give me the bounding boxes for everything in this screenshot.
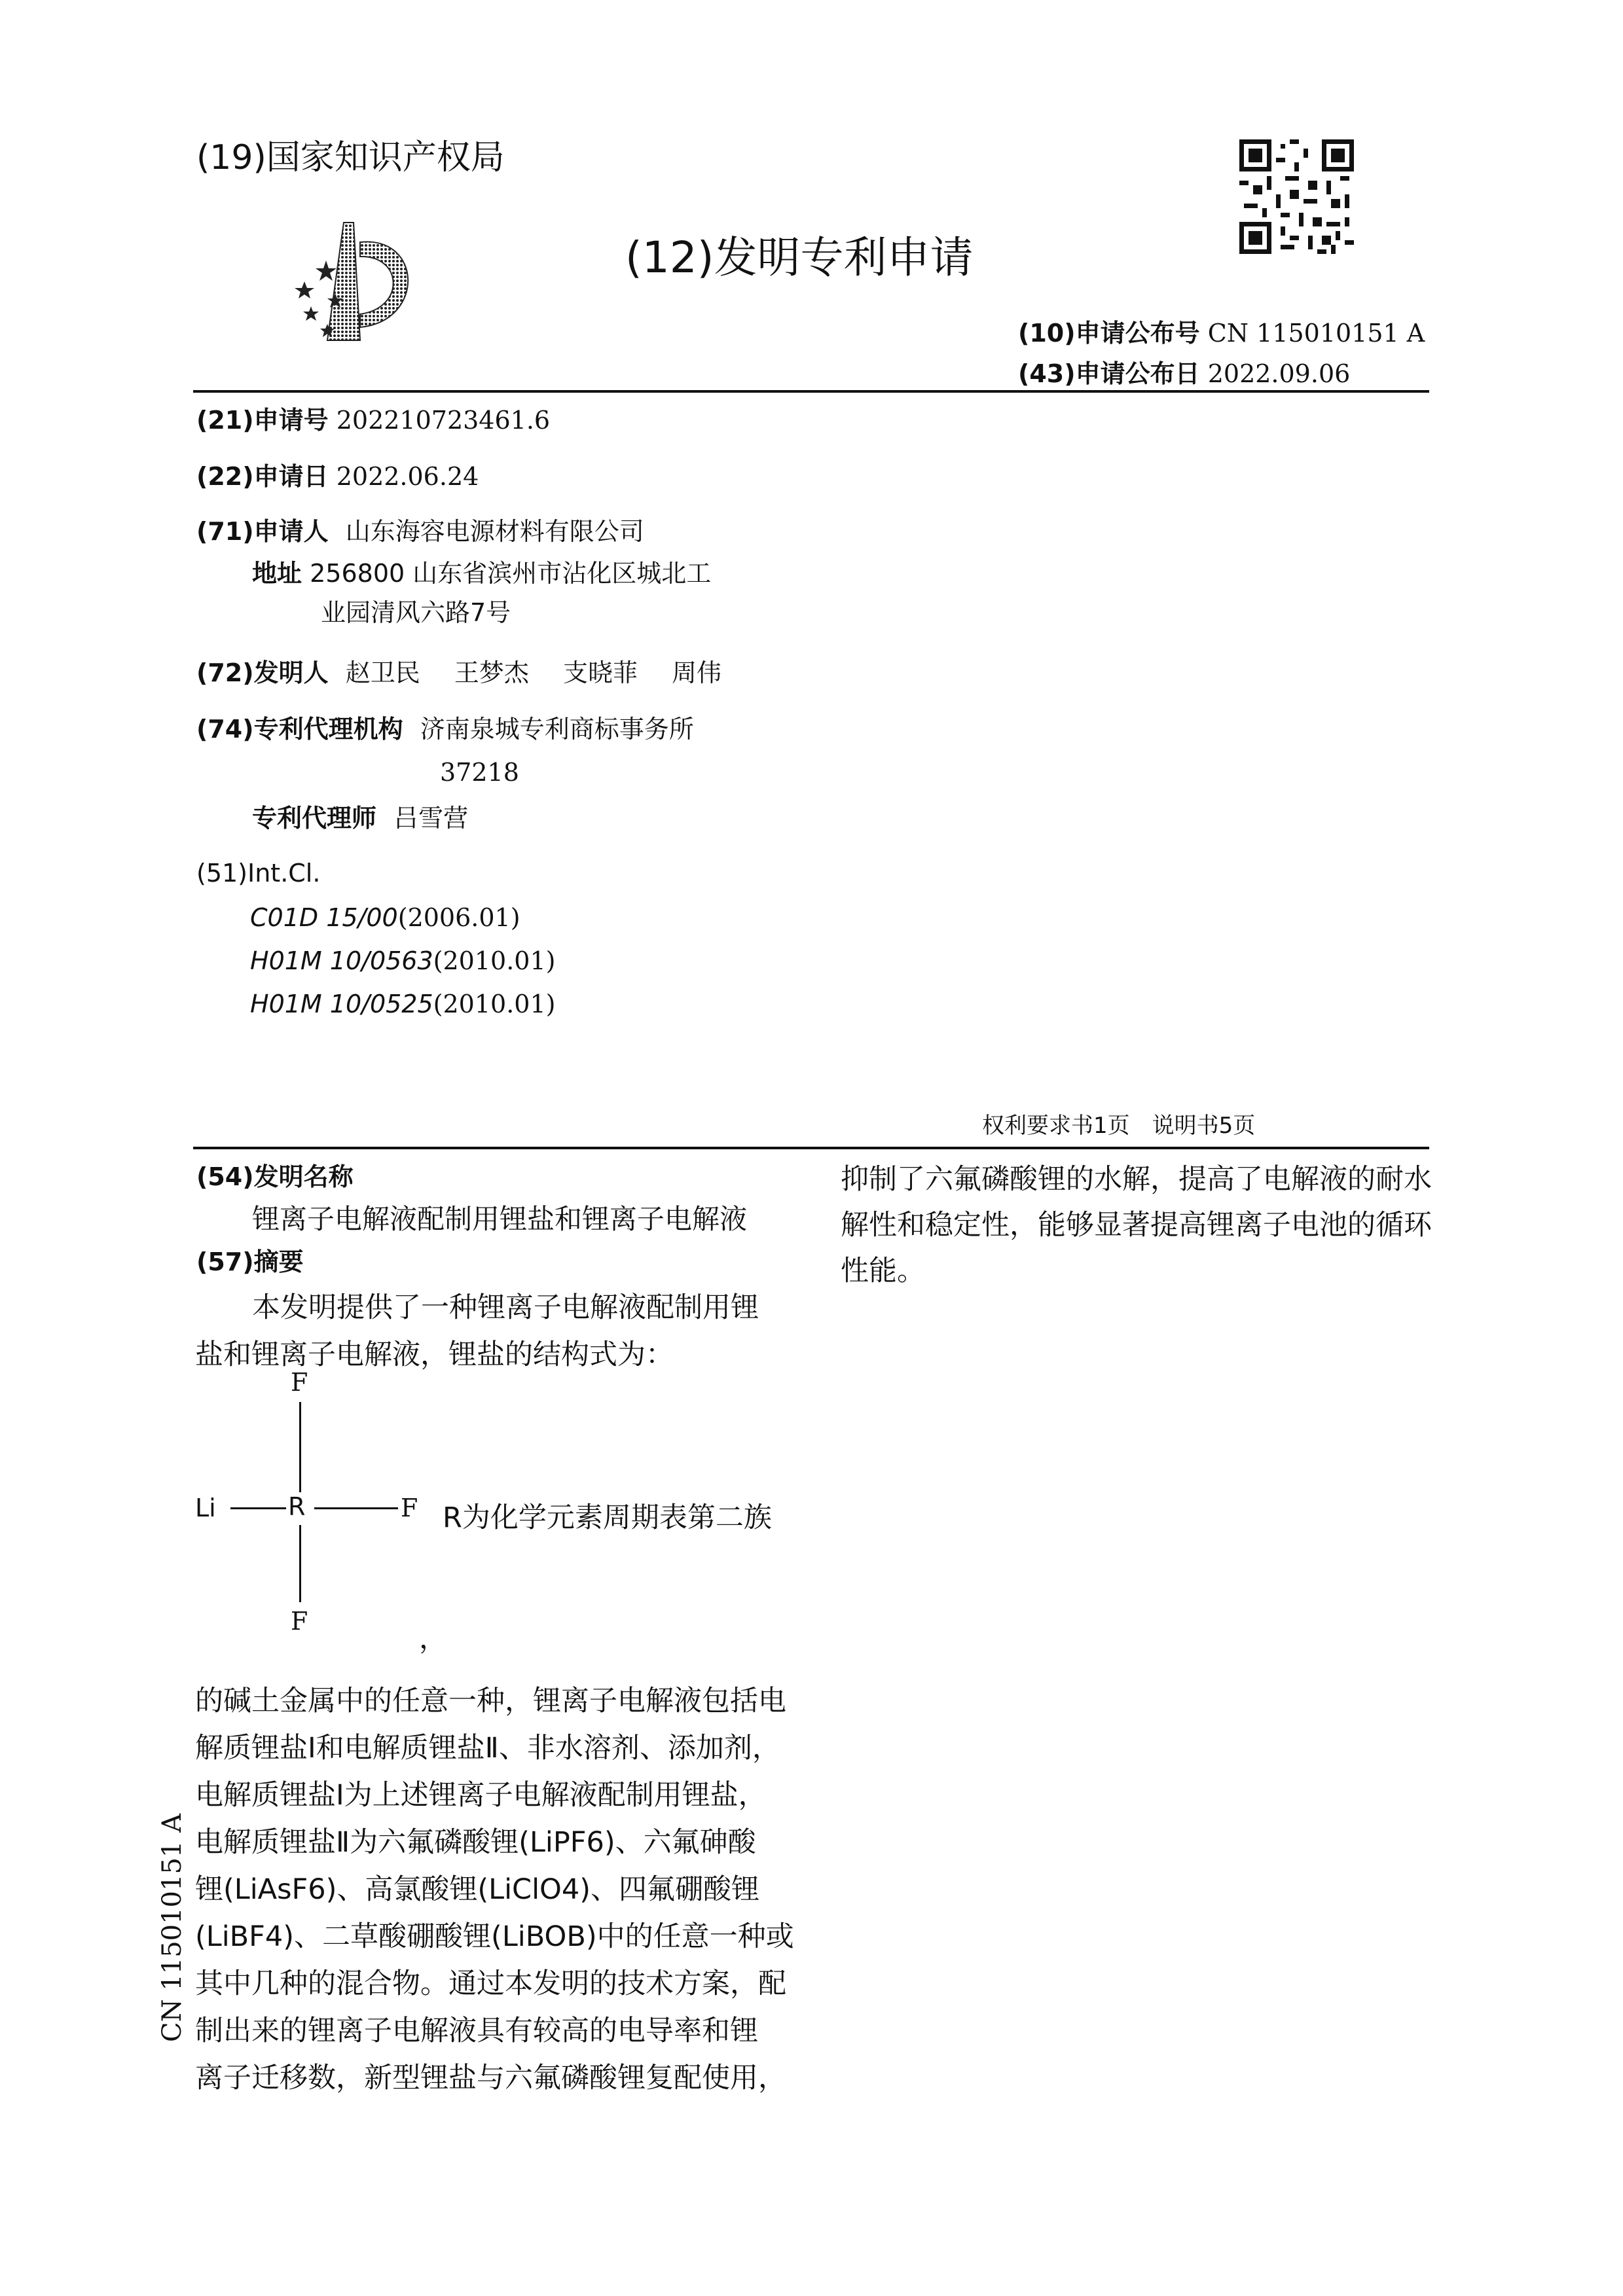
intcl-item (250, 984, 555, 1024)
inventor: 赵卫民 (345, 658, 420, 687)
inventor: 王梦杰 (454, 658, 529, 687)
application-number-label: (21)申请号 (196, 406, 329, 435)
title-label: (54)发明名称 (196, 1162, 354, 1191)
formula-bond-top (299, 1402, 301, 1492)
formula-side-text: R为化学元素周期表第二族 (443, 1501, 772, 1534)
document-type: (12)发明专利申请 (625, 232, 974, 283)
abstract-label: (57)摘要 (196, 1247, 304, 1276)
formula-bond-left (230, 1507, 286, 1509)
abstract-line: 解质锂盐Ⅰ和电解质锂盐Ⅱ、非水溶剂、添加剂， (195, 1732, 780, 1765)
publication-number-row (1018, 313, 1425, 349)
qr-code (1239, 139, 1354, 254)
invention-title: 锂离子电解液配制用锂盐和锂离子电解液 (252, 1203, 748, 1235)
intcl-code: H01M 10/0525 (250, 990, 433, 1018)
application-date-label: (22)申请日 (196, 462, 329, 491)
formula-right-atom: F (401, 1494, 418, 1522)
side-margin-number: CN 115010151 A (157, 1814, 187, 2042)
abstract-line: (LiBF4)、二草酸硼酸锂(LiBOB)中的任意一种或 (195, 1920, 794, 1953)
abstract-right-line: 性能。 (841, 1255, 925, 1287)
inventor: 周伟 (672, 658, 722, 687)
intcl-code: C01D 15/00 (250, 903, 398, 932)
publication-date-label: (43)申请公布日 (1018, 359, 1200, 388)
agency-row (196, 709, 694, 749)
address-line-2: 业园清风六路7号 (321, 598, 511, 627)
intcl-version: (2010.01) (433, 946, 556, 975)
formula-top-atom: F (291, 1368, 308, 1397)
abstract-line: 锂(LiAsF6)、高氯酸锂(LiClO4)、四氟硼酸锂 (195, 1873, 759, 1906)
formula-bond-right (314, 1507, 398, 1509)
agent-row (252, 798, 468, 838)
formula-bond-bottom (299, 1525, 301, 1602)
abstract-line: 本发明提供了一种锂离子电解液配制用锂 (252, 1291, 759, 1324)
abstract-line: 其中几种的混合物。通过本发明的技术方案，配 (195, 1967, 786, 2000)
applicant-row (196, 512, 644, 551)
application-date: 2022.06.24 (336, 462, 479, 491)
agent: 吕雪营 (393, 804, 469, 833)
section-rule (193, 1147, 1429, 1149)
abstract-line: 离子迁移数，新型锂盐与六氟磷酸锂复配使用， (195, 2062, 786, 2094)
application-number-row (196, 401, 550, 440)
inventor: 支晓菲 (562, 658, 638, 687)
abstract-line: 盐和锂离子电解液，锂盐的结构式为： (195, 1338, 674, 1371)
abstract-line: 电解质锂盐Ⅱ为六氟磷酸锂(LiPF6)、六氟砷酸 (195, 1826, 756, 1859)
agency-code: 37218 (440, 758, 519, 787)
publication-number: CN 115010151 A (1207, 319, 1425, 348)
inventors-label: (72)发明人 (196, 658, 329, 687)
office-name: (19)国家知识产权局 (196, 138, 505, 177)
formula-center-atom: R (288, 1492, 306, 1521)
publication-number-label: (10)申请公布号 (1018, 319, 1200, 348)
header-rule (193, 390, 1429, 393)
intcl-item (250, 898, 520, 937)
formula-left-atom: Li (195, 1494, 216, 1522)
agency: 济南泉城专利商标事务所 (420, 715, 694, 744)
address-label: 地址 (252, 559, 302, 588)
address-row (252, 554, 711, 593)
abstract-right-line: 解性和稳定性，能够显著提高锂离子电池的循环 (841, 1209, 1432, 1242)
pages-note: 权利要求书1页 说明书5页 (982, 1113, 1256, 1139)
abstract-right-line: 抑制了六氟磷酸锂的水解，提高了电解液的耐水 (841, 1163, 1432, 1196)
cnipa-logo (262, 216, 439, 347)
address-line-1: 256800 山东省滨州市沾化区城北工 (310, 559, 712, 588)
abstract-line: 的碱土金属中的任意一种，锂离子电解液包括电 (195, 1685, 786, 1717)
intcl-code: H01M 10/0563 (250, 946, 433, 975)
applicant: 山东海容电源材料有限公司 (345, 517, 644, 546)
intcl-version: (2006.01) (397, 903, 520, 932)
intcl-item (250, 941, 555, 980)
inventors-row (196, 653, 721, 692)
applicant-label: (71)申请人 (196, 517, 329, 546)
agent-label: 专利代理师 (252, 804, 377, 833)
publication-date: 2022.09.06 (1207, 359, 1351, 388)
abstract-line: 制出来的锂离子电解液具有较高的电导率和锂 (195, 2015, 758, 2047)
abstract-line: 电解质锂盐Ⅰ为上述锂离子电解液配制用锂盐， (195, 1779, 767, 1812)
intcl-version: (2010.01) (433, 990, 556, 1018)
application-date-row (196, 457, 479, 496)
agency-label: (74)专利代理机构 (196, 715, 403, 744)
formula-comma: ， (419, 1623, 447, 1655)
publication-date-row (1018, 353, 1350, 389)
application-number: 202210723461.6 (336, 406, 551, 435)
intcl-label: (51)Int.Cl. (196, 859, 321, 888)
formula-bottom-atom: F (291, 1607, 308, 1636)
